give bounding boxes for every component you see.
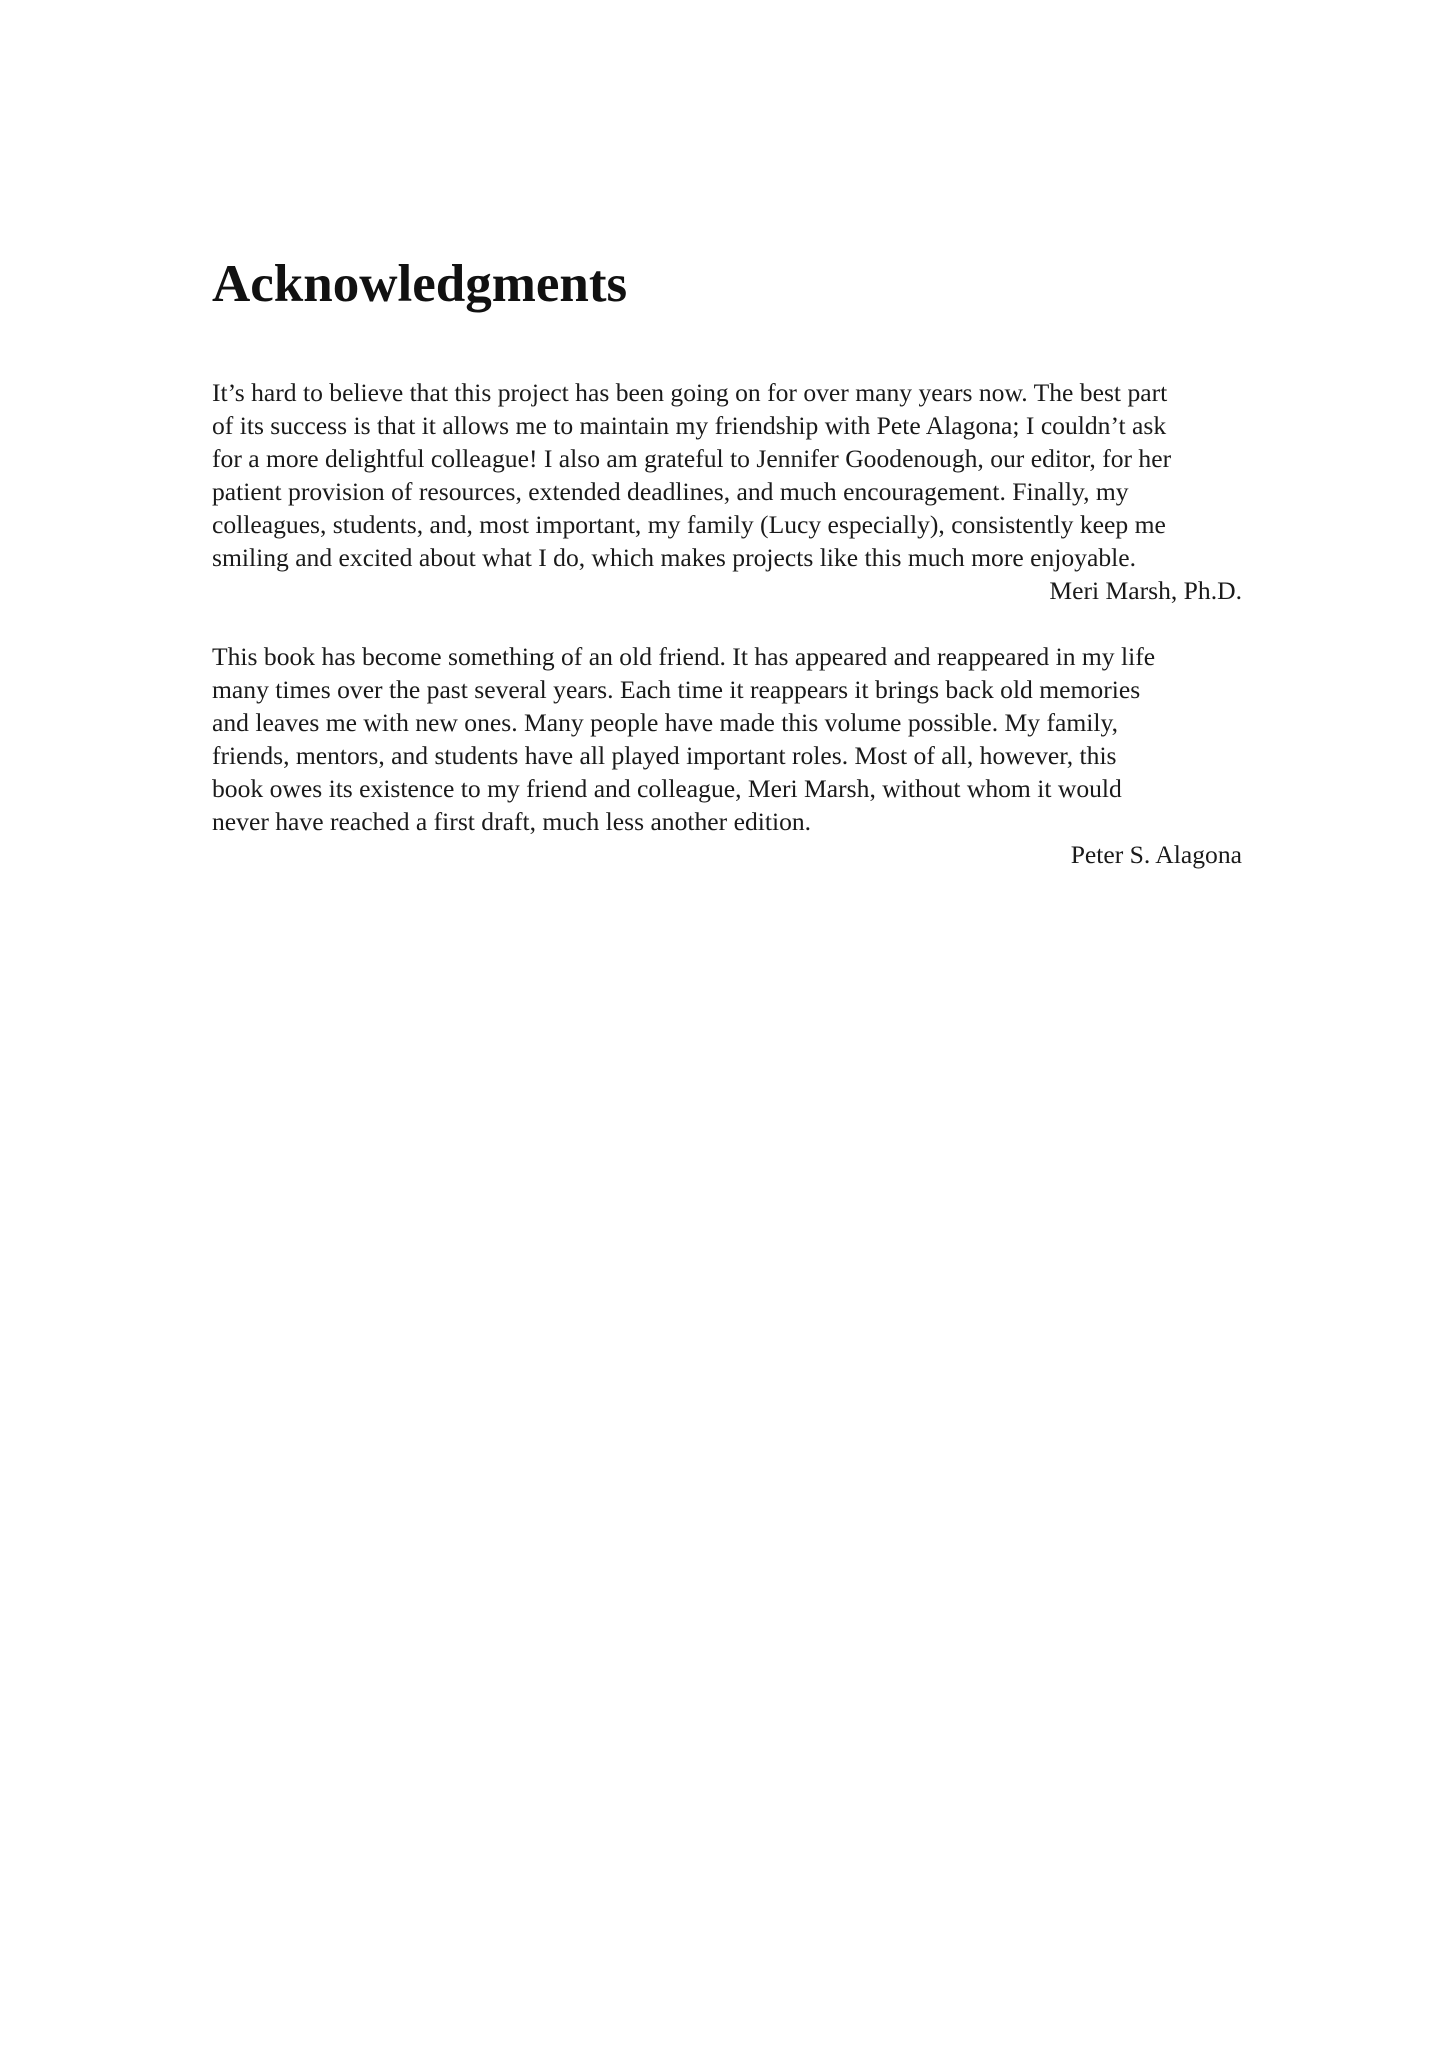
paragraph-line: friends, mentors, and students have all played important roles. Most of all, however, this: [212, 741, 1117, 771]
acknowledgment-paragraph: [212, 640, 1242, 838]
paragraph-line: book owes its existence to my friend and colleague, Meri Marsh, without whom it would: [212, 774, 1122, 804]
paragraph-line: This book has become something of an old friend. It has appeared and reappeared in my life: [212, 642, 1156, 672]
page-title: Acknowledgments: [212, 255, 628, 313]
paragraph-line: It’s hard to believe that this project has been going on for over many years now. The best part: [212, 378, 1168, 408]
paragraph-line: colleagues, students, and, most important, my family (Lucy especially), consistently keep me: [212, 510, 1166, 540]
acknowledgment-section-alagona: [212, 640, 1242, 871]
signature: Peter S. Alagona: [1070, 840, 1242, 870]
acknowledgment-paragraph: [212, 376, 1242, 574]
acknowledgment-section-marsh: [212, 376, 1242, 607]
page-content: [212, 255, 1242, 871]
signature: Meri Marsh, Ph.D.: [1049, 576, 1242, 606]
paragraph-line: smiling and excited about what I do, which makes projects like this much more enjoyable.: [212, 543, 1136, 573]
paragraph-line: and leaves me with new ones. Many people have made this volume possible. My family,: [212, 708, 1119, 738]
paragraph-line: patient provision of resources, extended deadlines, and much encouragement. Finally, my: [212, 477, 1129, 507]
paragraph-line: never have reached a first draft, much less another edition.: [212, 807, 812, 837]
paragraph-line: many times over the past several years. Each time it reappears it brings back old memories: [212, 675, 1141, 705]
paragraph-line: of its success is that it allows me to maintain my friendship with Pete Alagona; I couldn’t ask: [212, 411, 1167, 441]
paragraph-line: for a more delightful colleague! I also am grateful to Jennifer Goodenough, our editor, for her: [212, 444, 1172, 474]
